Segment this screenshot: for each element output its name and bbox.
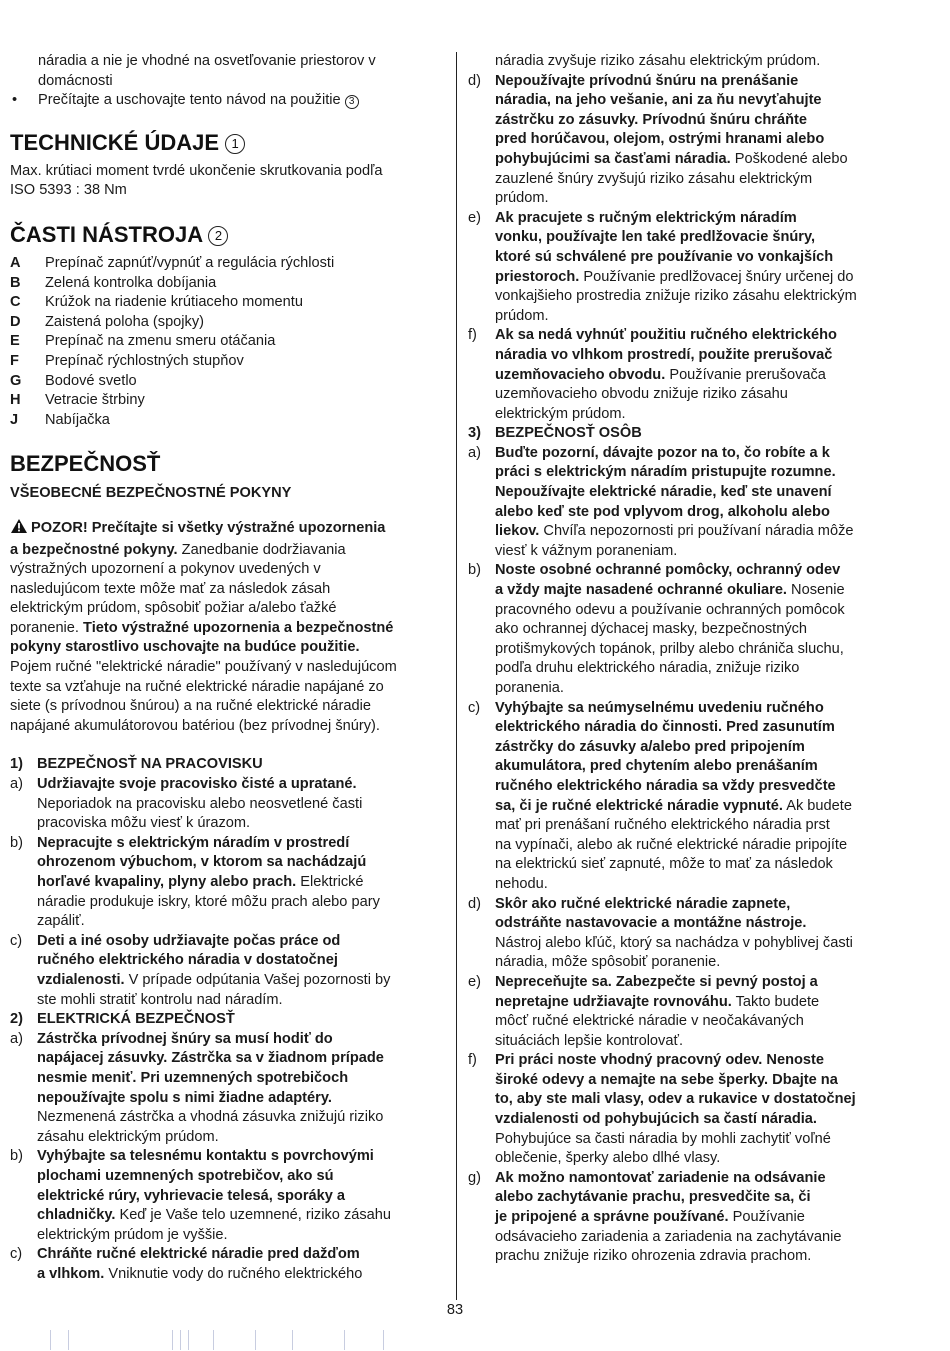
safety-rule-item: f) Pri práci noste vhodný pracovný odev. Nenoste široké odevy a nemajte na sebe šperky. Dbajte na to, aby ste mali vlasy, odev a rukavice v dostatočnej vzdialenosti od pohybujúcich sa častí náradia. Pohybujúce sa časti náradia by mohli zachytiť voľné oblečenie, šperky alebo dlhé vlasy. bbox=[468, 1052, 856, 1167]
safety-rule-item: f) Ak sa nedá vyhnúť použitiu ručného elektrického náradia vo vlhkom prostredí, použite prerušovač uzemňovacieho obvodu. Používanie prerušovača uzemňovacieho obvodu znižuje riziko zásahu elektrickým prúdom. bbox=[468, 327, 837, 422]
tool-parts-heading: ČASTI NÁSTROJA 2 bbox=[10, 221, 442, 249]
general-safety-subheading: VŠEOBECNÉ BEZPEČNOSTNÉ POKYNY bbox=[10, 485, 292, 502]
parts-list-item: A Prepínač zapnúť/vypnúť a regulácia rýchlosti bbox=[10, 254, 335, 271]
figure-ref-badge: 1 bbox=[225, 134, 245, 154]
safety-rule-item: c) Chráňte ručné elektrické náradie pred dažďom a vlhkom. Vniknutie vody do ručného elektrického bbox=[10, 1246, 363, 1282]
parts-list-item: B Zelená kontrolka dobíjania bbox=[10, 274, 217, 291]
safety-rule-item: c) Deti a iné osoby udržiavajte počas práce od ručného elektrického náradia v dostatočnej vzdialenosti. V prípade odpútania Vašej pozornosti by ste mohli stratiť kontrolu nad náradím. bbox=[10, 932, 391, 1008]
page-number: 83 bbox=[446, 1302, 464, 1318]
parts-list bbox=[10, 254, 442, 430]
figure-ref-badge: 2 bbox=[208, 226, 228, 246]
warning-paragraph: POZOR! Prečítajte si všetky výstražné upozornenia a bezpečnostné pokyny. Zanedbanie dodržiavania výstražných upozornení a pokynov uvedených v nasledujúcom texte môže mať za následok zásah elektrickým prúdom, spôsobiť požiar a/alebo ťažké poranenie. Tieto výstražné upozornenia a bezpečnostné pokyny starostlivo uschovajte na budúce použitie. Pojem ručné "elektrické náradie" používaný v nasledujúcom texte sa vzťahuje na ručné elektrické náradie napájané zo siete (s prívodnou šnúrou) a na ručné elektrické náradie napájané akumulátorovou batériou (bez prívodnej šnúry). bbox=[10, 519, 397, 734]
parts-list-item: E Prepínač na zmenu smeru otáčania bbox=[10, 333, 276, 350]
section-heading-electrical: 2) ELEKTRICKÁ BEZPEČNOSŤ bbox=[10, 1011, 235, 1028]
safety-rule-item: e) Nepreceňujte sa. Zabezpečte si pevný postoj a nepretajne udržiavajte rovnováhu. Takto budete môcť ručné elektrické náradie v neočakávaných situáciách lepšie kontrolovať. bbox=[468, 973, 820, 1049]
safety-rule-item: b) Noste osobné ochranné pomôcky, ochranný odev a vždy majte nasadené ochranné okuliare. Nosenie pracovného odevu a používanie ochranných pomôcok ako ochrannej dýchacej masky, bezpečnostných protišmykových topánok, prilby alebo chrániča sluchu, podľa druhu elektrického náradia, znižuje riziko poranenia. bbox=[468, 562, 845, 696]
figure-ref-badge: 3 bbox=[345, 95, 359, 109]
parts-list-item: F Prepínač rýchlostných stupňov bbox=[10, 352, 244, 369]
section-heading-personal: 3) BEZPEČNOSŤ OSÔB bbox=[468, 425, 642, 442]
tech-spec-line: ISO 5393 : 38 Nm bbox=[10, 182, 127, 199]
print-registration-marks bbox=[0, 1330, 950, 1350]
safety-rule-item: d) Skôr ako ručné elektrické náradie zapnete, odstráňte nastavovacie a montážne nástroje. Nástroj alebo kľúč, ktorý sa nachádza v pohyblivej časti náradia, môže spôsobiť poranenie. bbox=[468, 895, 853, 971]
warning-triangle-icon bbox=[10, 518, 28, 541]
column-divider bbox=[456, 52, 457, 1300]
right-column bbox=[468, 52, 900, 1267]
safety-rule-item: c) Vyhýbajte sa neúmyselnému uvedeniu ručného elektrického náradia do činnosti. Pred zasunutím zástrčky do zásuvky a/alebo pred pripojením akumulátora, pred chytením alebo prenášaním ručného elektrického náradia sa vždy presvedčte sa, či je ručné elektrické náradie vypnuté. Ak budete mať pri prenášaní ručného elektrického náradia prst na vypínači, alebo ak ručné elektrické náradie pripojíte na elektrickú sieť zapnuté, môže to mať za následok nehodu. bbox=[468, 699, 852, 892]
bullet-item: • Prečítajte a uschovajte tento návod na použitie 3 bbox=[10, 91, 442, 111]
safety-heading: BEZPEČNOSŤ bbox=[10, 451, 161, 477]
parts-list-item: D Zaistená poloha (spojky) bbox=[10, 313, 204, 330]
parts-list-item: J Nabíjačka bbox=[10, 411, 110, 428]
safety-rule-item: a) Udržiavajte svoje pracovisko čisté a upratané. Neporiadok na pracovisku alebo neosvetlené časti pracoviska môžu viesť k úrazom. bbox=[10, 776, 363, 832]
safety-rule-item: e) Ak pracujete s ručným elektrickým náradím vonku, používajte len také predlžovacie šnúry, ktoré sú schválené pre používanie vo vonkajších priestoroch. Používanie predlžovacej šnúry určenej do vonkajšieho prostredia znižuje riziko zásahu elektrickým prúdom. bbox=[468, 209, 857, 324]
left-column bbox=[10, 52, 442, 1284]
safety-rule-item: a) Zástrčka prívodnej šnúry sa musí hodiť do napájacej zásuvky. Zástrčka sa v žiadnom prípade nesmie meniť. Pri uzemnených spotrebičoch nepoužívajte spolu s nimi žiadne adaptéry. Nezmenená zástrčka a vhodná zásuvka znižujú riziko zásahu elektrickým prúdom. bbox=[10, 1030, 384, 1145]
safety-rule-item: b) Nepracujte s elektrickým náradím v prostredí ohrozenom výbuchom, v ktorom sa nachádzajú horľavé kvapaliny, plyny alebo prach. Elektrické náradie produkuje iskry, ktoré môžu prach alebo pary zapáliť. bbox=[10, 834, 380, 930]
parts-list-item: C Krúžok na riadenie krútiaceho momentu bbox=[10, 294, 303, 311]
parts-list-item: H Vetracie štrbiny bbox=[10, 392, 145, 409]
intro-continuation: náradia a nie je vhodné na osvetľovanie priestorov v domácnosti bbox=[38, 53, 376, 89]
continuation-line: náradia zvyšuje riziko zásahu elektrickým prúdom. bbox=[495, 53, 821, 69]
technical-data-heading: TECHNICKÉ ÚDAJE 1 bbox=[10, 129, 442, 157]
section-heading-work-area: 1) BEZPEČNOSŤ NA PRACOVISKU bbox=[10, 756, 263, 773]
safety-rule-item: a) Buďte pozorní, dávajte pozor na to, čo robíte a k práci s elektrickým náradím pristupujte rozumne. Nepoužívajte elektrické náradie, keď ste unavení alebo keď ste pod vplyvom drog, alkoholu alebo liekov. Chvíľa nepozornosti pri používaní náradia môže viesť k vážnym poraneniam. bbox=[468, 444, 854, 559]
tech-spec-line: Max. krútiaci moment tvrdé ukončenie skrutkovania podľa bbox=[10, 162, 383, 179]
safety-rule-item: d) Nepoužívajte prívodnú šnúru na prenášanie náradia, na jeho vešanie, ani za ňu nevyťahujte zástrčku zo zásuvky. Prívodnú šnúru chráňte pred horúčavou, olejom, ostrými hranami alebo pohybujúcimi sa časťami náradia. Poškodené alebo zauzlené šnúry zvyšujú riziko zásahu elektrickým prúdom. bbox=[468, 72, 848, 207]
safety-rule-item: b) Vyhýbajte sa telesnému kontaktu s povrchovými plochami uzemnených spotrebičov, ako sú elektrické rúry, vyhrievacie telesá, sporáky a chladničky. Keď je Vaše telo uzemnené, riziko zásahu elektrickým prúdom je vyššie. bbox=[10, 1148, 391, 1243]
parts-list-item: G Bodové svetlo bbox=[10, 372, 137, 389]
safety-rule-item: g) Ak možno namontovať zariadenie na odsávanie alebo zachytávanie prachu, presvedčite sa, či je pripojené a správne používané. Používanie odsávacieho zariadenia a zariadenia na zachytávanie prachu znižuje riziko ohrozenia zdravia prachom. bbox=[468, 1169, 842, 1265]
